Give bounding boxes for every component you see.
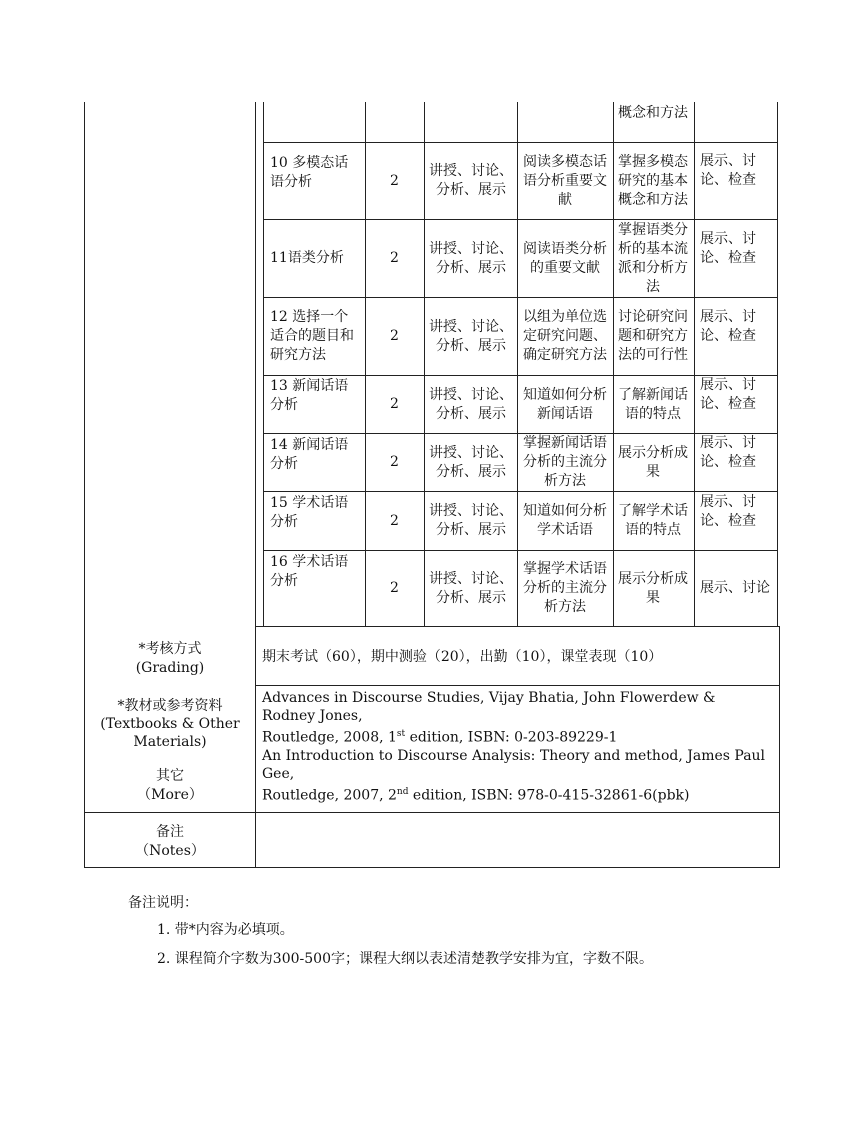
more-label-en: （More）	[137, 787, 203, 803]
schedule-col-line	[694, 102, 695, 626]
schedule-cell-hours	[366, 434, 423, 491]
schedule-cell-hours	[366, 376, 423, 433]
schedule-cell-goal: 概念和方法	[618, 105, 688, 121]
grading-top-border	[255, 626, 780, 627]
schedule-cell-topic	[270, 220, 362, 297]
reading-value: 掌握新闻话语分析的主流分析方法	[523, 435, 607, 489]
table-label-divider	[255, 102, 256, 868]
goal-value: 讨论研究问题和研究方法的可行性	[618, 309, 688, 363]
schedule-cell-hours	[366, 492, 423, 550]
schedule-cell-method	[428, 492, 514, 550]
ref1-pre: Routledge, 2008, 1	[262, 729, 397, 746]
schedule-col-line	[777, 102, 778, 626]
grading-label-cn: *考核方式	[138, 641, 202, 657]
ref2-pre: Routledge, 2007, 2	[262, 787, 397, 804]
hours-value: 2	[390, 250, 399, 266]
textbooks-label-en2: Materials)	[133, 734, 207, 750]
schedule-cell-goal	[616, 551, 690, 626]
ref1-line2	[262, 725, 772, 747]
method-value: 讲授、讨论、分析、展示	[429, 503, 513, 538]
footnote-item: 2. 课程简介字数为300-500字；课程大纲以表述清楚教学安排为宜，字数不限。	[157, 951, 653, 967]
method-value: 讲授、讨论、分析、展示	[429, 570, 513, 606]
reading-value: 知道如何分析学术话语	[523, 503, 607, 538]
reading-value: 以组为单位选定研究问题、确定研究方法	[523, 309, 607, 363]
schedule-cell-topic: 12 选择一个适合的题目和研究方法	[270, 309, 354, 363]
schedule-cell-hours	[366, 298, 423, 375]
method-value: 讲授、讨论、分析、展示	[429, 318, 513, 354]
table-left-border	[84, 102, 85, 868]
schedule-col-line	[424, 102, 425, 626]
schedule-col-line	[263, 102, 264, 626]
schedule-cell-method	[428, 551, 514, 626]
schedule-cell-goal	[616, 143, 690, 219]
goal-value: 掌握多模态研究的基本概念和方法	[618, 153, 688, 208]
reading-value: 知道如何分析新闻话语	[523, 386, 607, 422]
schedule-cell-reading	[520, 434, 610, 491]
schedule-cell-check: 展示、讨论、检查	[700, 377, 756, 412]
ref1-post: edition, ISBN: 0-203-89229-1	[405, 729, 618, 746]
schedule-cell-reading	[520, 551, 610, 626]
schedule-cell-topic: 14 新闻话语分析	[270, 437, 349, 472]
footnotes-title: 备注说明：	[128, 895, 198, 911]
reading-value: 阅读语类分析的重要文献	[523, 240, 607, 276]
goal-value: 展示分析成果	[618, 570, 688, 606]
goal-value: 了解学术话语的特点	[618, 503, 688, 538]
ref1-line1: Advances in Discourse Studies, Vijay Bhatia, John Flowerdew & Rodney Jones,	[262, 690, 716, 724]
schedule-cell-topic: 16 学术话语分析	[270, 554, 349, 589]
ref1-sup: st	[396, 729, 406, 739]
textbooks-top-border	[255, 685, 780, 686]
schedule-cell-topic: 10 多模态话语分析	[270, 155, 349, 190]
schedule-cell-reading	[520, 298, 610, 375]
reading-value: 阅读多模态话语分析重要文献	[523, 153, 607, 208]
schedule-cell-method	[428, 434, 514, 491]
method-value: 讲授、讨论、分析、展示	[429, 240, 513, 276]
schedule-cell-check: 展示、讨论、检查	[700, 494, 756, 529]
ref2-line1: An Introduction to Discourse Analysis: Theory and method, James Paul Gee,	[262, 747, 766, 782]
ref2-sup: nd	[396, 786, 409, 797]
schedule-cell-reading	[520, 143, 610, 219]
ref2-line2	[262, 783, 772, 805]
schedule-cell-check: 展示、讨论、检查	[700, 435, 756, 470]
notes-top-border	[84, 812, 780, 813]
method-value: 讲授、讨论、分析、展示	[429, 444, 513, 480]
schedule-cell-check	[700, 551, 776, 626]
grading-label-en: (Grading)	[135, 660, 205, 676]
schedule-cell-method	[428, 143, 514, 219]
schedule-cell-method	[428, 220, 514, 297]
schedule-cell-goal	[616, 298, 690, 375]
method-value: 讲授、讨论、分析、展示	[429, 163, 513, 198]
notes-label-en: （Notes）	[135, 843, 205, 859]
topic-value: 11语类分析	[270, 250, 344, 266]
hours-value: 2	[390, 512, 399, 529]
hours-value: 2	[390, 580, 399, 596]
reading-value: 掌握学术话语分析的主流分析方法	[523, 561, 607, 615]
textbooks-label-cn: *教材或参考资料	[117, 698, 223, 714]
schedule-cell-check: 展示、讨论、检查	[700, 309, 756, 344]
schedule-cell-method	[428, 298, 514, 375]
goal-value: 了解新闻话语的特点	[618, 386, 688, 422]
table-bottom-border	[84, 867, 780, 868]
schedule-cell-check: 展示、讨论、检查	[700, 231, 756, 266]
schedule-cell-reading	[520, 220, 610, 297]
notes-label-cn: 备注	[156, 824, 184, 840]
hours-value: 2	[390, 172, 399, 189]
schedule-cell-hours	[366, 143, 423, 219]
schedule-cell-goal	[616, 492, 690, 550]
table-right-border	[779, 626, 780, 868]
schedule-cell-reading	[520, 492, 610, 550]
schedule-cell-goal	[616, 220, 690, 297]
ref2-post: edition, ISBN: 978-0-415-32861-6(pbk)	[408, 787, 690, 804]
footnote-item: 1. 带*内容为必填项。	[157, 922, 294, 938]
hours-value: 2	[390, 454, 399, 470]
goal-value: 掌握语类分析的基本流派和分析方法	[618, 221, 688, 295]
schedule-cell-hours	[366, 220, 423, 297]
textbook-reference-1	[262, 689, 772, 804]
schedule-cell-hours	[366, 551, 423, 626]
more-label-cn: 其它	[156, 768, 184, 784]
schedule-cell-goal	[616, 434, 690, 491]
schedule-cell-goal	[616, 376, 690, 433]
hours-value: 2	[390, 328, 399, 344]
schedule-cell-method	[428, 376, 514, 433]
schedule-col-line	[613, 102, 614, 626]
grading-content: 期末考试（60），期中测验（20），出勤（10），课堂表现（10）	[262, 649, 663, 665]
schedule-col-line	[517, 102, 518, 626]
schedule-cell-reading	[520, 376, 610, 433]
schedule-cell-check: 展示、讨论、检查	[700, 153, 756, 188]
schedule-cell-topic: 15 学术话语分析	[270, 495, 349, 530]
method-value: 讲授、讨论、分析、展示	[429, 386, 513, 422]
check-value: 展示、讨论	[700, 580, 770, 596]
schedule-cell-topic: 13 新闻话语分析	[270, 378, 349, 413]
hours-value: 2	[390, 396, 399, 412]
goal-value: 展示分析成果	[618, 444, 688, 480]
textbooks-label-en1: (Textbooks & Other	[100, 716, 240, 732]
